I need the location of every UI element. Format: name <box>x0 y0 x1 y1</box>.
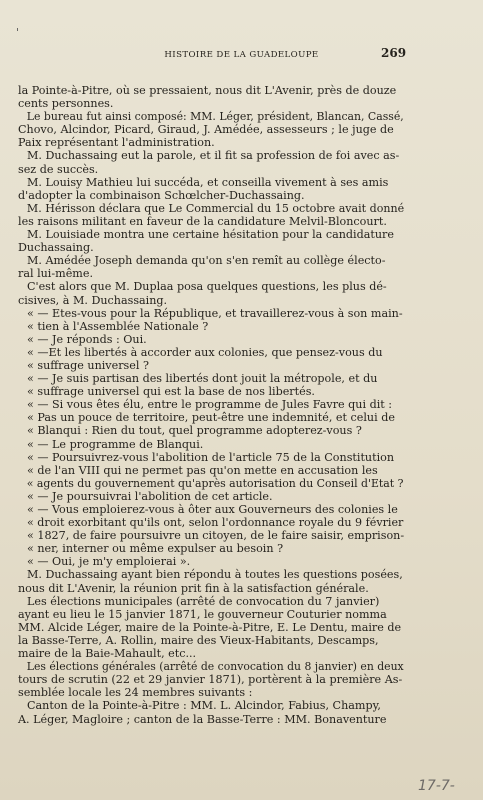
text-line: Le bureau fut ainsi composé: MM. Léger, président, Blancan, Cassé, <box>26 110 404 124</box>
text-line: « Blanqui : Rien du tout, quel programme adopterez-vous ? <box>27 424 362 438</box>
text-line: ral lui-même. <box>18 267 93 281</box>
text-line: C'est alors que M. Duplaa posa quelques questions, les plus dé- <box>27 280 387 294</box>
text-line: « —Et les libertés à accorder aux colonies, que pensez-vous du <box>27 345 383 359</box>
text-line: M. Hérisson déclara que Le Commercial du 15 octobre avait donné <box>26 201 405 215</box>
text-line: cisives, à M. Duchassaing. <box>18 293 168 307</box>
text-line: « tien à l'Assemblée Nationale ? <box>27 319 209 333</box>
text-line: « — Je poursuivrai l'abolition de cet article. <box>27 489 273 503</box>
text-line: « — Je suis partisan des libertés dont jouit la métropole, et du <box>27 372 378 386</box>
text-line: ayant eu lieu le 15 janvier 1871, le gouverneur Couturier nomma <box>18 607 387 621</box>
pencil-annotation: 17-7- <box>418 778 455 794</box>
text-line: Les élections municipales (arrêté de convocation du 7 janvier) <box>27 594 380 608</box>
text-line: Les élections générales (arrêté de convocation du 8 janvier) en deux <box>26 660 404 674</box>
text-line: « — Etes-vous pour la République, et travaillerez-vous à son main- <box>27 306 403 320</box>
text-line: M. Louisy Mathieu lui succéda, et conseilla vivement à ses amis <box>27 175 389 189</box>
body-text <box>18 84 404 726</box>
text-line: M. Louisiade montra une certaine hésitation pour la candidature <box>27 228 394 242</box>
text-line: « ner, interner ou même expulser au besoin ? <box>27 542 284 556</box>
corner-mark: ' <box>16 26 20 39</box>
text-line: « droit exorbitant qu'ils ont, selon l'ordonnance royale du 9 février <box>26 516 404 530</box>
text-line: Duchassaing. <box>18 241 94 255</box>
text-line: « Pas un pouce de territoire, peut-être une indemnité, et celui de <box>27 411 395 425</box>
text-line: Paix représentant l'administration. <box>18 136 215 150</box>
text-line: semblée locale les 24 membres suivants : <box>18 686 253 700</box>
text-line: tours de scrutin (22 et 29 janvier 1871), portèrent à la première As- <box>18 673 403 687</box>
text-line: M. Duchassaing eut la parole, et il fit sa profession de foi avec as- <box>27 149 400 163</box>
text-line: « de l'an VIII qui ne permet pas qu'on mette en accusation les <box>27 463 378 477</box>
text-line: « — Poursuivrez-vous l'abolition de l'article 75 de la Constitution <box>27 450 395 464</box>
text-line: nous dit L'Avenir, la réunion prit fin à la satisfaction générale. <box>18 581 369 595</box>
page-number: 269 <box>381 46 407 60</box>
text-line: sez de succès. <box>18 162 99 176</box>
text-line: « suffrage universel ? <box>27 358 149 372</box>
text-line: d'adopter la combinaison Schœlcher-Duchassaing. <box>18 188 305 202</box>
text-line: la Basse-Terre, A. Rollin, maire des Vieux-Habitants, Descamps, <box>18 633 379 647</box>
text-line: « 1827, de faire poursuivre un citoyen, de le faire saisir, emprison- <box>27 529 405 543</box>
text-line: A. Léger, Magloire ; canton de la Basse-Terre : MM. Bonaventure <box>18 712 387 726</box>
text-line: « — Le programme de Blanqui. <box>27 437 204 451</box>
text-line: les raisons militant en faveur de la candidature Melvil-Bloncourt. <box>18 214 387 228</box>
text-line: « — Je réponds : Oui. <box>27 332 147 346</box>
text-line: maire de la Baie-Mahault, etc... <box>18 647 197 661</box>
text-line: « suffrage universel qui est la base de nos libertés. <box>27 385 315 399</box>
text-line: la Pointe-à-Pitre, où se pressaient, nous dit L'Avenir, près de douze <box>18 84 397 97</box>
text-line: MM. Alcide Léger, maire de la Pointe-à-Pitre, E. Le Dentu, maire de <box>18 620 402 634</box>
text-line: cents personnes. <box>18 97 114 111</box>
text-line: « — Si vous êtes élu, entre le programme de Jules Favre qui dit : <box>27 398 393 412</box>
running-head: HISTOIRE DE LA GUADELOUPE <box>164 50 319 60</box>
text-line: M. Amédée Joseph demanda qu'on s'en remît au collège électo- <box>27 254 386 268</box>
text-line: « — Oui, je m'y emploierai ». <box>27 555 191 569</box>
text-line: Chovo, Alcindor, Picard, Giraud, J. Amédée, assesseurs ; le juge de <box>18 123 394 137</box>
text-line: « agents du gouvernement qu'après autorisation du Conseil d'Etat ? <box>26 476 404 490</box>
text-line: M. Duchassaing ayant bien répondu à toutes les questions posées, <box>27 568 403 582</box>
text-line: « — Vous emploierez-vous à ôter aux Gouverneurs des colonies le <box>27 503 398 516</box>
text-line: Canton de la Pointe-à-Pitre : MM. L. Alcindor, Fabius, Champy, <box>27 699 381 713</box>
